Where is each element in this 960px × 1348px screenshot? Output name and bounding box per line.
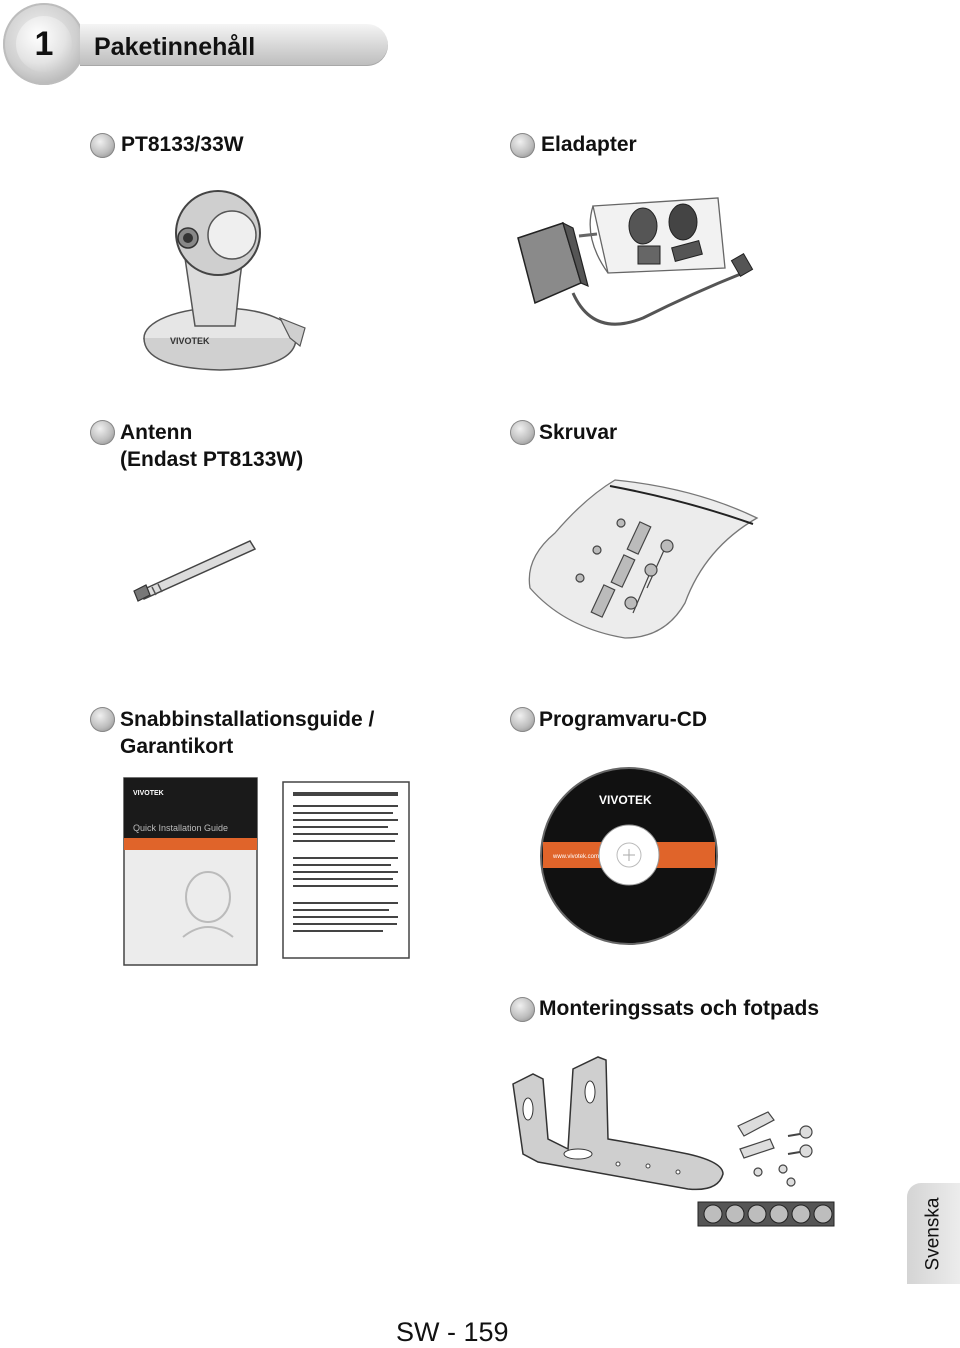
quick-guide-icon: [123, 777, 413, 967]
svg-text:VIVOTEK: VIVOTEK: [133, 790, 164, 797]
item-label-cd: Programvaru-CD: [539, 708, 708, 731]
svg-text:www.vivotek.com: www.vivotek.com: [553, 854, 600, 860]
screws-bag-icon: [525, 478, 763, 642]
bullet-icon: [510, 133, 535, 158]
item-label-adapter: Eladapter: [541, 133, 637, 156]
bullet-icon: [90, 133, 115, 158]
page-title: Paketinnehåll: [94, 33, 256, 61]
bullet-icon: [90, 420, 115, 445]
bullet-icon: [510, 707, 535, 732]
antenna-icon: [132, 535, 260, 605]
item-label-screws: Skruvar: [539, 421, 618, 444]
item-label-mounting: Monteringssats och fotpads: [539, 997, 820, 1020]
language-tab-label: Svenska: [922, 1197, 944, 1270]
item-label-guide: Snabbinstallationsguide /: [120, 708, 375, 731]
item-label-camera: PT8133/33W: [121, 133, 244, 156]
bullet-icon: [510, 420, 535, 445]
item-label-antenna-note: (Endast PT8133W): [120, 448, 304, 471]
item-label-antenna: Antenn: [120, 421, 193, 444]
mounting-kit-icon: [508, 1054, 838, 1230]
software-cd-icon: [539, 766, 719, 946]
section-number: 1: [16, 16, 72, 72]
svg-text:VIVOTEK: VIVOTEK: [599, 793, 652, 807]
page-number: SW - 159: [396, 1317, 509, 1347]
svg-text:VIVOTEK: VIVOTEK: [170, 336, 210, 346]
power-adapter-icon: [513, 198, 753, 340]
item-label-warranty: Garantikort: [120, 735, 234, 758]
ptz-camera-icon: [140, 188, 310, 373]
svg-text:Quick Installation Guide: Quick Installation Guide: [133, 823, 229, 833]
bullet-icon: [510, 997, 535, 1022]
bullet-icon: [90, 707, 115, 732]
